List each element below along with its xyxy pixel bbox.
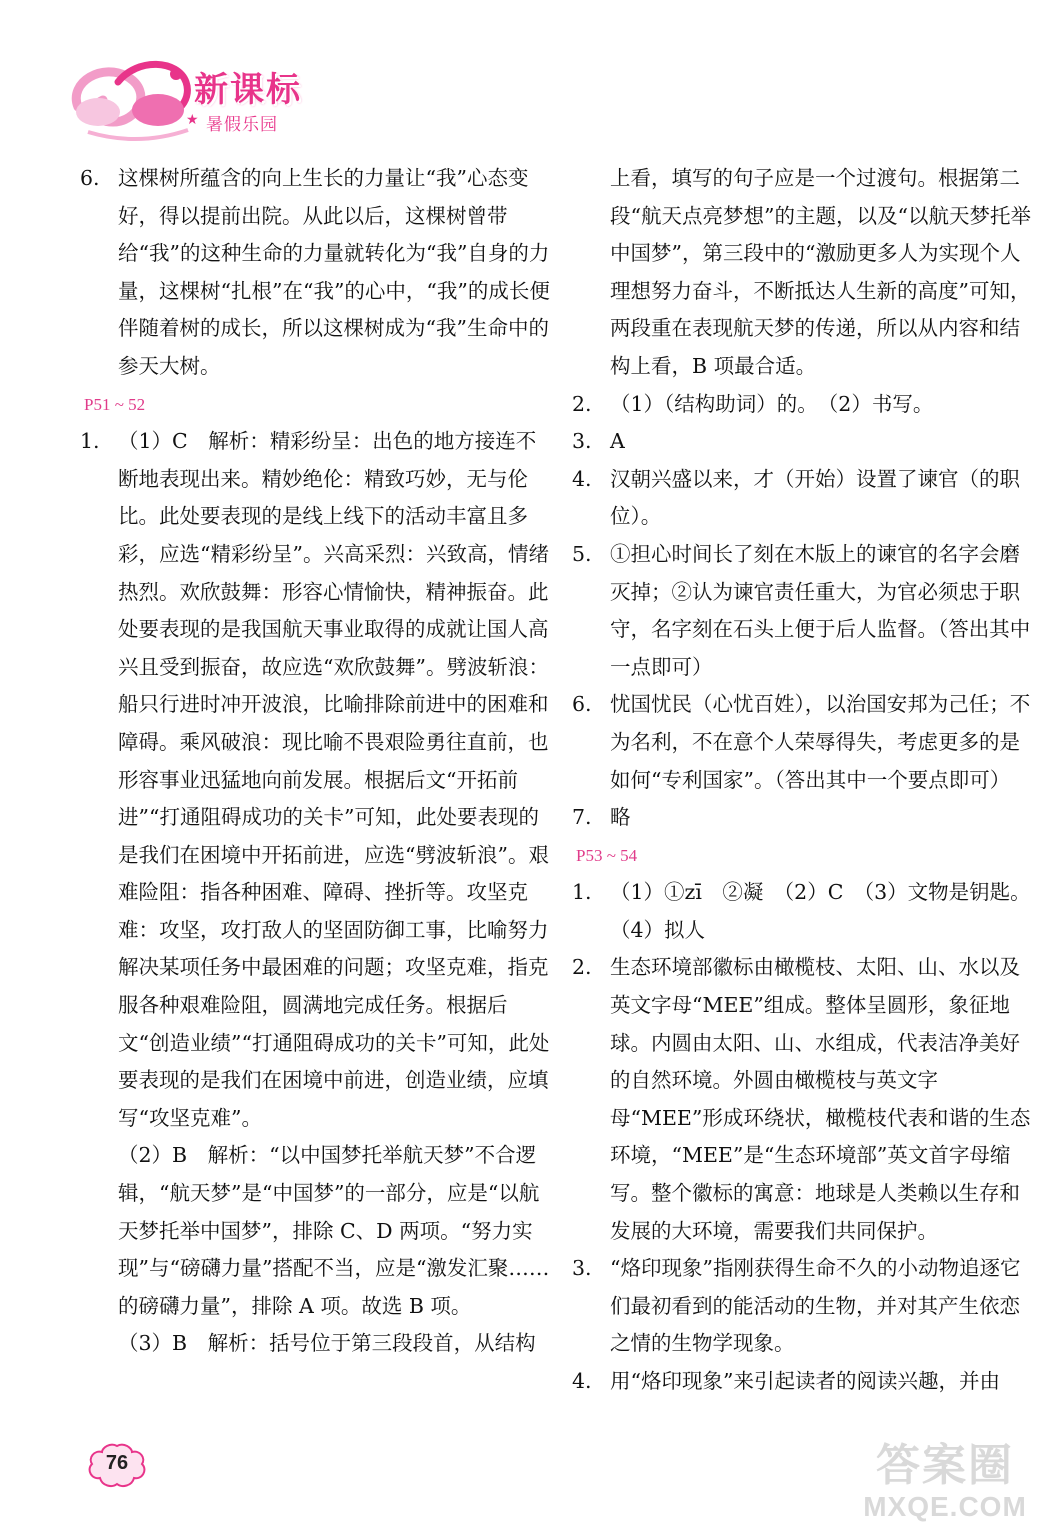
answer-item: [80, 423, 550, 1137]
item-number: 4.: [572, 466, 592, 491]
answer-subitem: （2）B 解析：“以中国梦托举航天梦”不合逻辑，“航天梦”是“中国梦”的一部分，应是“以航天梦托举中国梦”，排除 C、D 两项。“努力实现”与“磅礴力量”搭配不当，应是“激发汇聚……的磅礴力量”，排除 A 项。故选 B 项。: [118, 1143, 550, 1318]
answer-item: [572, 461, 1032, 536]
item-text: 略: [610, 805, 631, 830]
item-text: ①担心时间长了刻在木版上的谏官的名字会磨灭掉；②认为谏官责任重大，为官必须忠于职守，名字刻在石头上便于后人监督。（答出其中一点即可）: [610, 541, 1031, 679]
section-label: P53 ~ 54: [576, 845, 638, 865]
item-number: 2.: [572, 955, 592, 980]
item-text: 忧国忧民（心忧百姓），以治国安邦为己任；不为名利，不在意个人荣辱得失，考虑更多的是如何“专利国家”。（答出其中一个要点即可）: [610, 692, 1031, 792]
star-icon: ★: [186, 112, 199, 128]
section-label: P51 ~ 52: [84, 394, 146, 414]
answer-item: [572, 1363, 1032, 1401]
answer-item: [572, 874, 1032, 912]
item-number: 7.: [572, 805, 592, 830]
answer-item: [572, 686, 1032, 799]
item-text: 汉朝兴盛以来，才（开始）设置了谏官（的职位）。: [610, 466, 1020, 529]
answer-continuation: 上看，填写的句子应是一个过渡句。根据第二段“航天点亮梦想”的主题，以及“以航天梦托举中国梦”，第三段中的“激励更多人为实现个人理想努力奋斗，不断抵达人生新的高度”可知，两段重在表现航天梦的传递，所以从内容和结构上看，B 项最合适。: [610, 166, 1031, 378]
item-number: 2.: [572, 391, 592, 416]
item-number: 5.: [572, 541, 592, 566]
logo-swirl-icon: [58, 52, 208, 147]
answer-subitem: （4）拟人: [610, 917, 706, 942]
item-text: 用“烙印现象”来引起读者的阅读兴趣，并由: [610, 1369, 1000, 1393]
header-logo: [58, 52, 328, 152]
answer-subitem: （3）B 解析：括号位于第三段段首，从结构: [118, 1331, 536, 1356]
item-text: “烙印现象”指刚获得生命不久的小动物追逐它们最初看到的能活动的生物，并对其产生依恋之情的生物学现象。: [610, 1256, 1021, 1356]
logo-subtitle: 暑假乐园: [206, 115, 278, 135]
item-number: 1.: [80, 429, 100, 454]
item-number: 6.: [572, 692, 592, 717]
page-number: 76: [105, 1452, 129, 1474]
item-number: 6.: [80, 166, 100, 190]
item-text: A: [610, 429, 625, 454]
watermark: [855, 1440, 1035, 1530]
watermark-url: MXQE.COM: [863, 1491, 1027, 1522]
item-text: 生态环境部徽标由橄榄枝、太阳、山、水以及英文字母“MEE”组成。整体呈圆形，象征地球。内圆由太阳、山、水组成，代表洁净美好的自然环境。外圆由橄榄枝与英文字母“MEE”形成环绕状，橄榄枝代表和谐的生态环境，“MEE”是“生态环境部”英文首字母缩写。整个徽标的寓意：地球是人类赖以生存和发展的大环境，需要我们共同保护。: [610, 955, 1031, 1243]
right-column: [572, 160, 1032, 1401]
item-text: （1）（结构助词）的。 （2）书写。: [610, 391, 934, 416]
answer-item: [572, 536, 1032, 686]
item-text: 这棵树所蕴含的向上生长的力量让“我”心态变好，得以提前出院。从此以后，这棵树曾带给“我”的这种生命的力量就转化为“我”自身的力量，这棵树“扎根”在“我”的心中，“我”的成长便伴随着树的成长，所以这棵树成为“我”生命中的参天大树。: [118, 166, 550, 378]
item-text: （1）①zī ②凝 （2）C （3）文物是钥匙。: [610, 880, 1031, 905]
answer-item: [80, 160, 550, 386]
answer-item: [572, 1250, 1032, 1363]
item-number: 4.: [572, 1369, 592, 1393]
answer-item: [572, 423, 1032, 461]
left-column: [80, 160, 550, 1363]
logo-title: 新课标: [194, 70, 302, 110]
page-number-badge: [86, 1442, 148, 1490]
item-number: 3.: [572, 429, 592, 454]
item-text: （1）C 解析：精彩纷呈：出色的地方接连不断地表现出来。精妙绝伦：精致巧妙，无与伦比。此处要表现的是线上线下的活动丰富且多彩，应选“精彩纷呈”。兴高采烈：兴致高，情绪热烈。欢欣鼓舞：形容心情愉快，精神振奋。此处要表现的是我国航天事业取得的成就让国人高兴且受到振奋，故应选“欢欣鼓舞”。劈波斩浪：船只行进时冲开波浪，比喻排除前进中的困难和障碍。乘风破浪：现比喻不畏艰险勇往直前，也形容事业迅猛地向前发展。根据后文“开拓前进”“打通阻碍成功的关卡”可知，此处要表现的是我们在困境中开拓前进，应选“劈波斩浪”。艰难险阻：指各种困难、障碍、挫折等。攻坚克难：攻坚，攻打敌人的坚固防御工事，比喻努力解决某项任务中最困难的问题；攻坚克难，指克服各种艰难险阻，圆满地完成任务。根据后文“创造业绩”“打通阻碍成功的关卡”可知，此处要表现的是我们在困境中前进，创造业绩，应填写“攻坚克难”。: [118, 429, 550, 1130]
item-number: 1.: [572, 880, 592, 905]
answer-item: [572, 799, 1032, 837]
item-number: 3.: [572, 1256, 592, 1281]
watermark-logo-text: 答案圈: [876, 1441, 1014, 1490]
answer-item: [572, 386, 1032, 424]
answer-item: [572, 949, 1032, 1250]
